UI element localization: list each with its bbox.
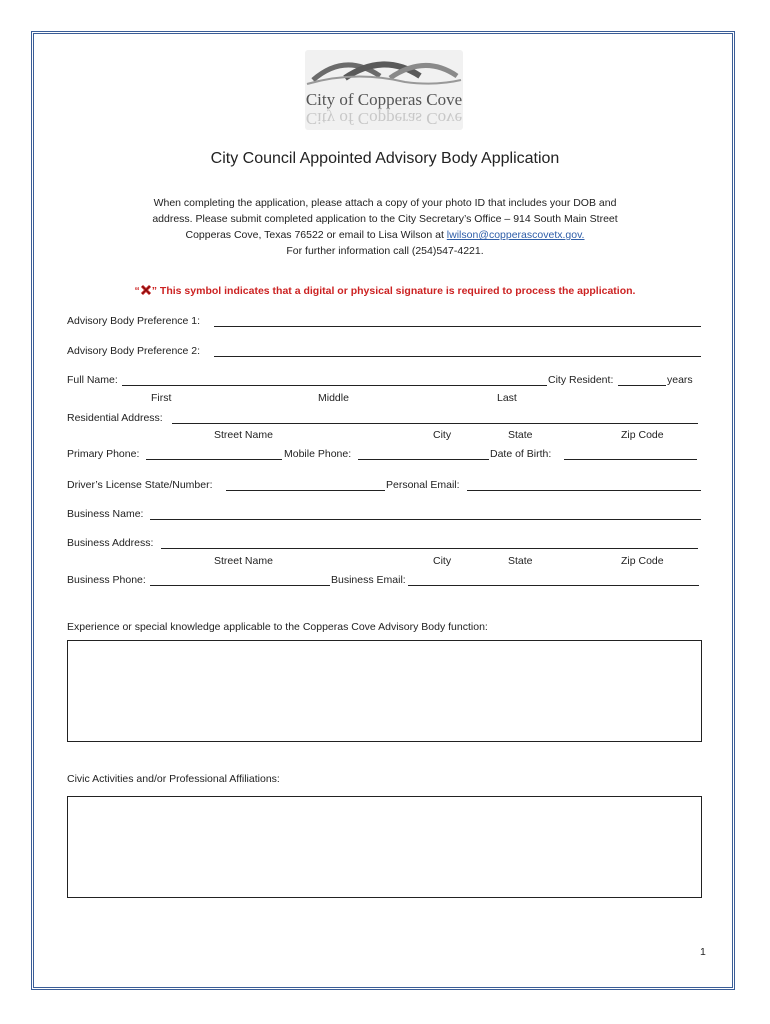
- business-name-label: Business Name:: [67, 508, 144, 520]
- page-number: 1: [700, 946, 706, 958]
- name-middle-caption: Middle: [318, 392, 349, 404]
- business-phone-label: Business Phone:: [67, 574, 146, 586]
- business-address-zip-caption: Zip Code: [621, 555, 664, 567]
- address-state-caption: State: [508, 429, 533, 441]
- notice-text: ” This symbol indicates that a digital or physical signature is required to process the application.: [151, 285, 636, 297]
- pref1-label: Advisory Body Preference 1:: [67, 315, 201, 327]
- business-address-field[interactable]: [161, 548, 698, 549]
- dob-label: Date of Birth:: [490, 448, 552, 460]
- address-city-caption: City: [433, 429, 452, 441]
- signature-required-x-icon: [140, 284, 152, 296]
- business-address-state-caption: State: [508, 555, 533, 567]
- business-address-city-caption: City: [433, 555, 452, 567]
- business-email-label: Business Email:: [331, 574, 406, 586]
- logo-text-reflection: City of Copperas Cove: [305, 109, 463, 128]
- name-last-caption: Last: [497, 392, 517, 404]
- primary-phone-label: Primary Phone:: [67, 448, 140, 460]
- mobile-phone-label: Mobile Phone:: [284, 448, 352, 460]
- personal-email-label: Personal Email:: [386, 479, 460, 491]
- primary-phone-field[interactable]: [146, 459, 282, 460]
- pref2-label: Advisory Body Preference 2:: [67, 345, 201, 357]
- signature-notice: [0, 284, 770, 297]
- civic-textbox[interactable]: [67, 796, 702, 898]
- logo-text: City of Copperas Cove: [305, 90, 463, 109]
- intro-line-1: When completing the application, please attach a copy of your photo ID that includes your DOB and: [153, 197, 617, 209]
- years-label: years: [667, 374, 693, 386]
- email-link[interactable]: lwilson@copperascovetx.gov.: [446, 229, 585, 241]
- intro-line-4: For further information call (254)547-4221.: [286, 245, 484, 257]
- mobile-phone-field[interactable]: [358, 459, 489, 460]
- business-name-field[interactable]: [150, 519, 701, 520]
- experience-label: Experience or special knowledge applicable to the Copperas Cove Advisory Body function:: [67, 621, 488, 633]
- license-label: Driver’s License State/Number:: [67, 479, 213, 491]
- city-logo-arcs-icon: [305, 50, 463, 94]
- pref1-field[interactable]: [214, 326, 701, 327]
- address-street-caption: Street Name: [214, 429, 273, 441]
- experience-textbox[interactable]: [67, 640, 702, 742]
- city-resident-label: City Resident:: [548, 374, 614, 386]
- full-name-field[interactable]: [122, 385, 547, 386]
- business-email-field[interactable]: [408, 585, 699, 586]
- name-first-caption: First: [151, 392, 172, 404]
- notice-open-quote: “: [134, 285, 140, 297]
- residential-address-field[interactable]: [172, 423, 698, 424]
- civic-label: Civic Activities and/or Professional Affiliations:: [67, 773, 280, 785]
- city-logo: [305, 50, 463, 130]
- intro-line-3: [90, 227, 680, 243]
- residential-address-label: Residential Address:: [67, 412, 163, 424]
- city-resident-years-field[interactable]: [618, 385, 666, 386]
- page-title: City Council Appointed Advisory Body Application: [210, 150, 560, 167]
- intro-line-2: address. Please submit completed application to the City Secretary’s Office – 914 South Main Street: [152, 213, 618, 225]
- pref2-field[interactable]: [214, 356, 701, 357]
- business-address-street-caption: Street Name: [214, 555, 273, 567]
- personal-email-field[interactable]: [467, 490, 701, 491]
- address-zip-caption: Zip Code: [621, 429, 664, 441]
- full-name-label: Full Name:: [67, 374, 118, 386]
- license-field[interactable]: [226, 490, 385, 491]
- business-phone-field[interactable]: [150, 585, 330, 586]
- dob-field[interactable]: [564, 459, 697, 460]
- intro-line-3-text: Copperas Cove, Texas 76522 or email to Lisa Wilson at: [185, 229, 447, 241]
- business-address-label: Business Address:: [67, 537, 154, 549]
